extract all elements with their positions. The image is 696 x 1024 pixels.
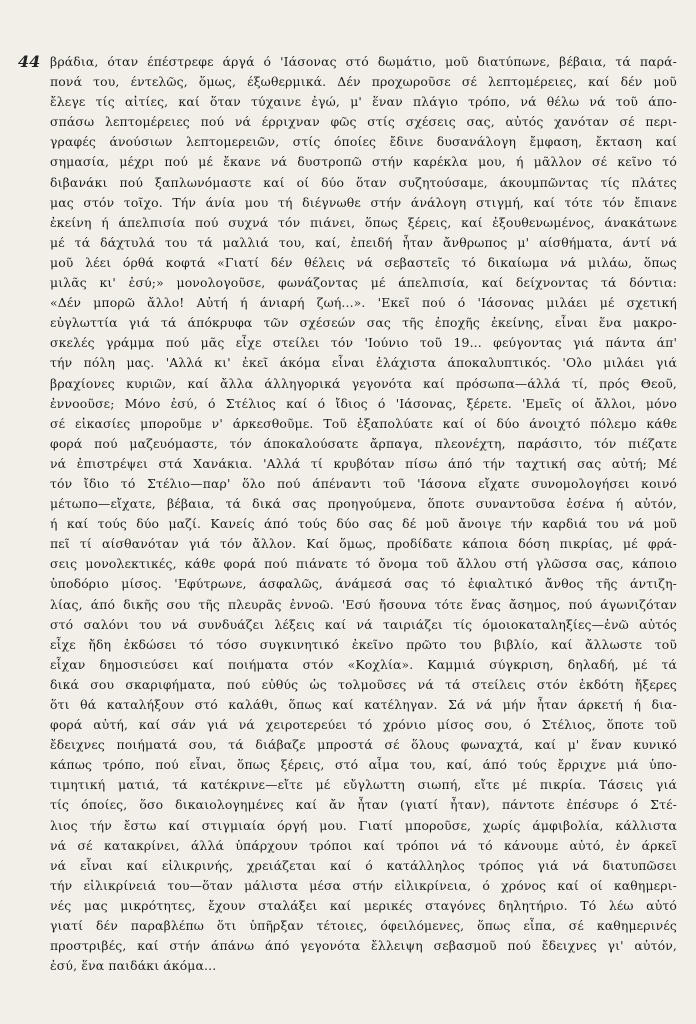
text-line: πεῖ τί αίσθανόταν γιά τόν ἄλλον. Καί ὅμως, προδίδατε κάποια δόση πικρίας, μέ φρά- (50, 536, 677, 552)
text-line: μέτωπο—εἴχατε, βέβαια, τά δικά σας προηγούμενα, ὅποτε συναντοῦσα ἐσένα ή αὐτόν, (50, 496, 677, 512)
text-line: εὐγλωττία γιά τά άπόκρυφα τῶν σχέσεών σας τῆς ἐποχῆς ἐκείνης, εἶναι ἕνα μακρο- (50, 315, 677, 331)
text-line: νά ἐπιστρέψει στά Χανάκια. 'Αλλά τί κρυβόταν πίσω άπό τήν ταχτική σας αὐτή; Μέ (50, 455, 677, 471)
text-line: σκελές γράμμα πού μᾶς εἶχε στείλει τόν 'Ιούνιο τοῦ 19... φεύγοντας γιά πάντα άπ' (50, 335, 677, 351)
text-line: ἔδειχνες ποιήματά σου, τά διάβαζε μπροστά σέ ὅλους φωναχτά, καί μ' ἕναν κυνικό (50, 737, 677, 753)
text-line: εἶχε ἤδη ἐκδώσει τό τόσο συγκινητικό ἐκεῖνο πρῶτο του βιβλίο, καί ἄλλωστε τοῦ (50, 636, 677, 652)
text-line: «Δέν μπορῶ ἄλλο! Αὐτή ή άνιαρή ζωή...». 'Εκεῖ πού ό 'Ιάσονας μιλάει μέ σχετική (50, 295, 677, 311)
text-line: στό σαλόνι του νά συνδυάζει λέξεις καί νά ταιριάζει τίς όμοιοκαταληξίες—ἐνῶ αὐτός (50, 616, 677, 632)
text-line: σέ εἰκασίες μποροῦμε ν' άρκεσθοῦμε. Τοῦ ἐξαπολύατε καί οί δύο άνοιχτό πόλεμο κάθε (50, 415, 677, 431)
text-line: μας στόν τοῖχο. Τήν άνία μου τή διέγνωθε στήν άνάλογη στιγμή, καί τότε τόν ἔπιανε (50, 194, 677, 210)
text-line: τόν ἴδιο τό Στέλιο—παρ' ὅλο πού άπέναντι τοῦ 'Ιάσονα εἴχατε συνομολογήσει κοινό (50, 475, 677, 491)
text-line: πονά του, έντελῶς, ὅμως, έξωθερμικά. Δέν προχωροῦσε σέ λεπτομέρειες, καί δέν μοῦ (50, 74, 677, 90)
text-line: τήν πόλη μας. 'Αλλά κι' ἐκεῖ άκόμα εἶναι ἐλάχιστα άποκαλυπτικός. 'Ολο μιλάει γιά (50, 355, 677, 371)
text-line: βράδια, όταν έπέστρεφε άργά ό 'Ιάσονας στό δωμάτιο, μοῦ διατύπωνε, βέβαια, τά παρά- (50, 54, 677, 69)
text-line: διβανάκι πού ξαπλωνόμαστε καί οί δύο ὅταν συζητούσαμε, άκουμπῶντας τίς πλάτες (50, 174, 677, 190)
text-line: μιλᾶς κι' ἐσύ;» μονολογοῦσε, φωνάζοντας μέ άπελπισία, καί δείχνοντας τά δόντια: (50, 275, 677, 291)
text-line: σπάσω λεπτομέρειες πού νά έρριχναν φῶς στίς σχέσεις σας, αὐτός χανόταν σέ περι- (50, 114, 677, 130)
text-line: γιατί δέν παραβλέπω ὅτι ὑπῆρξαν τέτοιες, όφειλόμενες, ὅπως εἶπα, σέ καθημερινές (50, 918, 677, 934)
text-line: λιος τήν ἔστω καί στιγμιαία όργή μου. Γιατί μποροῦσε, χωρίς άμφιβολία, κάλλιστα (50, 817, 677, 833)
text-line: νά σέ κατακρίνει, άλλά ὑπάρχουν τρόποι καί τρόποι νά τό κάνουμε αὐτό, ἐν άρκεῖ (50, 837, 677, 853)
text-line: ἔλεγε τίς αἰτίες, καί ὅταν τύχαινε ἐγώ, μ' ἕναν πλάγιο τρόπο, νά θέλω νά τοῦ άπο- (50, 94, 677, 110)
text-line: ἐννοοῦσε; Μόνο ἐσύ, ό Στέλιος καί ό ἴδιος ό 'Ιάσονας, ξέρετε. 'Εμεῖς οί ἄλλοι, μόνο (50, 395, 677, 411)
text-line: ἐσύ, ἕνα παιδάκι άκόμα... (50, 958, 217, 974)
text-line: γραφές άνούσιων λεπτομερειῶν, στίς όποίες ἔδινε δυσανάλογη ἔμφαση, ἔκταση καί (50, 134, 677, 150)
text-line: ὑποδόριο μίσος. 'Εφύτρωνε, άσφαλῶς, άνάμεσά σας τό ἐφιαλτικό ἄνθος τῆς άντιζη- (50, 576, 677, 592)
text-line: προστριβές, καί στήν άπάνω άπό γεγονότα ἔλλειψη σεβασμοῦ πού ἔδειχνες γι' αὐτόν, (50, 938, 677, 954)
body-text (50, 52, 677, 976)
text-line: τιμητική ματιά, τά κατέκρινε—εἴτε μέ εὔγλωττη σιωπή, εἴτε μέ πικρία. Τάσεις γιά (50, 777, 677, 793)
text-line: μέ τά δάχτυλά του τά μαλλιά του, καί, ἐπειδή ἦταν ἄνθρωπος μ' αίσθήματα, άντί νά (50, 234, 677, 250)
text-line: κάπως τρόπο, πού εἶναι, ὅπως ξέρεις, στό αἷμα του, καί, άπό τούς ἔρριχνε μιά ὑπο- (50, 757, 677, 773)
text-line: ή καί τούς δύο μαζί. Κανείς άπό τούς δύο σας δέ μοῦ ἄνοιγε τήν καρδιά του νά μοῦ (50, 516, 677, 532)
text-line: ἐκείνη ή άπελπισία πού συχνά τόν πιάνει, ὅπως ξέρεις, καί ἐξουθενωμένος, άνακάτωνε (50, 214, 677, 230)
text-line: σημασία, μέχρι πού μέ ἔκανε νά δυστροπῶ στήν καρέκλα μου, ή μᾶλλον σέ κεῖνο τό (50, 154, 677, 170)
text-line: σεις μονολεκτικές, κάθε φορά πού πιάνατε τό ὄνομα τοῦ ἄλλου στή γλῶσσα σας, κάποιο (50, 556, 677, 572)
text-line: ὅτι θά καταλήξουν στό καλάθι, ὅπως καί κατέληγαν. Σά νά μήν ἦταν άρκετή ή δια- (50, 697, 677, 712)
text-line: λίας, άπό δικῆς σου τῆς πλευρᾶς ἐννοῶ. 'Εσύ ἤσουνα τότε ἕνας ἄσημος, πού άγωνιζόταν (50, 596, 677, 612)
text-line: τήν εἰλικρίνειά του—ὅταν μάλιστα μέσα στήν εἰλικρίνεια, ό χρόνος καί οί καθημερι- (50, 877, 677, 893)
text-line: νές μας μικρότητες, ἔχουν σταλάξει καί μερικές σταγόνες δηλητήριο. Τό λέω αὐτό (50, 897, 677, 913)
text-line: βραχίονες κυριῶν, καί ἄλλα άλληγορικά γεγονότα καί πρόσωπα—άλλά τί, πρός Θεοῦ, (50, 375, 677, 391)
text-line: μοῦ λέει όρθά κοφτά «Γιατί δέν θέλεις νά σεβαστεῖς τό δικαίωμα νά μιλάω, ὅπως (50, 254, 677, 270)
text-line: φορά αὐτή, καί σάν γιά νά χειροτερεύει τό χρόνιο μίσος σου, ό Στέλιος, ὅποτε τοῦ (50, 717, 677, 733)
text-line: φορά πού μαζευόμαστε, τόν άποκαλούσατε ἄρπαγα, πλεονέχτη, παράσιτο, τόν πιέζατε (50, 435, 677, 451)
text-line: νά εἶναι καί εἰλικρινής, χρειάζεται καί ό κατάλληλος τρόπος γιά νά διατυπῶσει (50, 857, 677, 873)
text-line: δικά σου σκαριφήματα, πού εὐθύς ὡς τολμοῦσες νά τά στείλεις στόν ἐκδότη ἤξερες (50, 676, 677, 692)
page-number: 44 (18, 52, 41, 71)
text-line: τίς όποίες, ὅσο δικαιολογημένες καί ἄν ἦταν (γιατί ἦταν), πάντοτε ἐπέσυρε ό Στέ- (50, 797, 677, 813)
text-line: εἶχαν δημοσιεύσει καί ποιήματα στόν «Κοχλία». Καμμιά σύγκριση, δηλαδή, μέ τά (50, 656, 677, 672)
